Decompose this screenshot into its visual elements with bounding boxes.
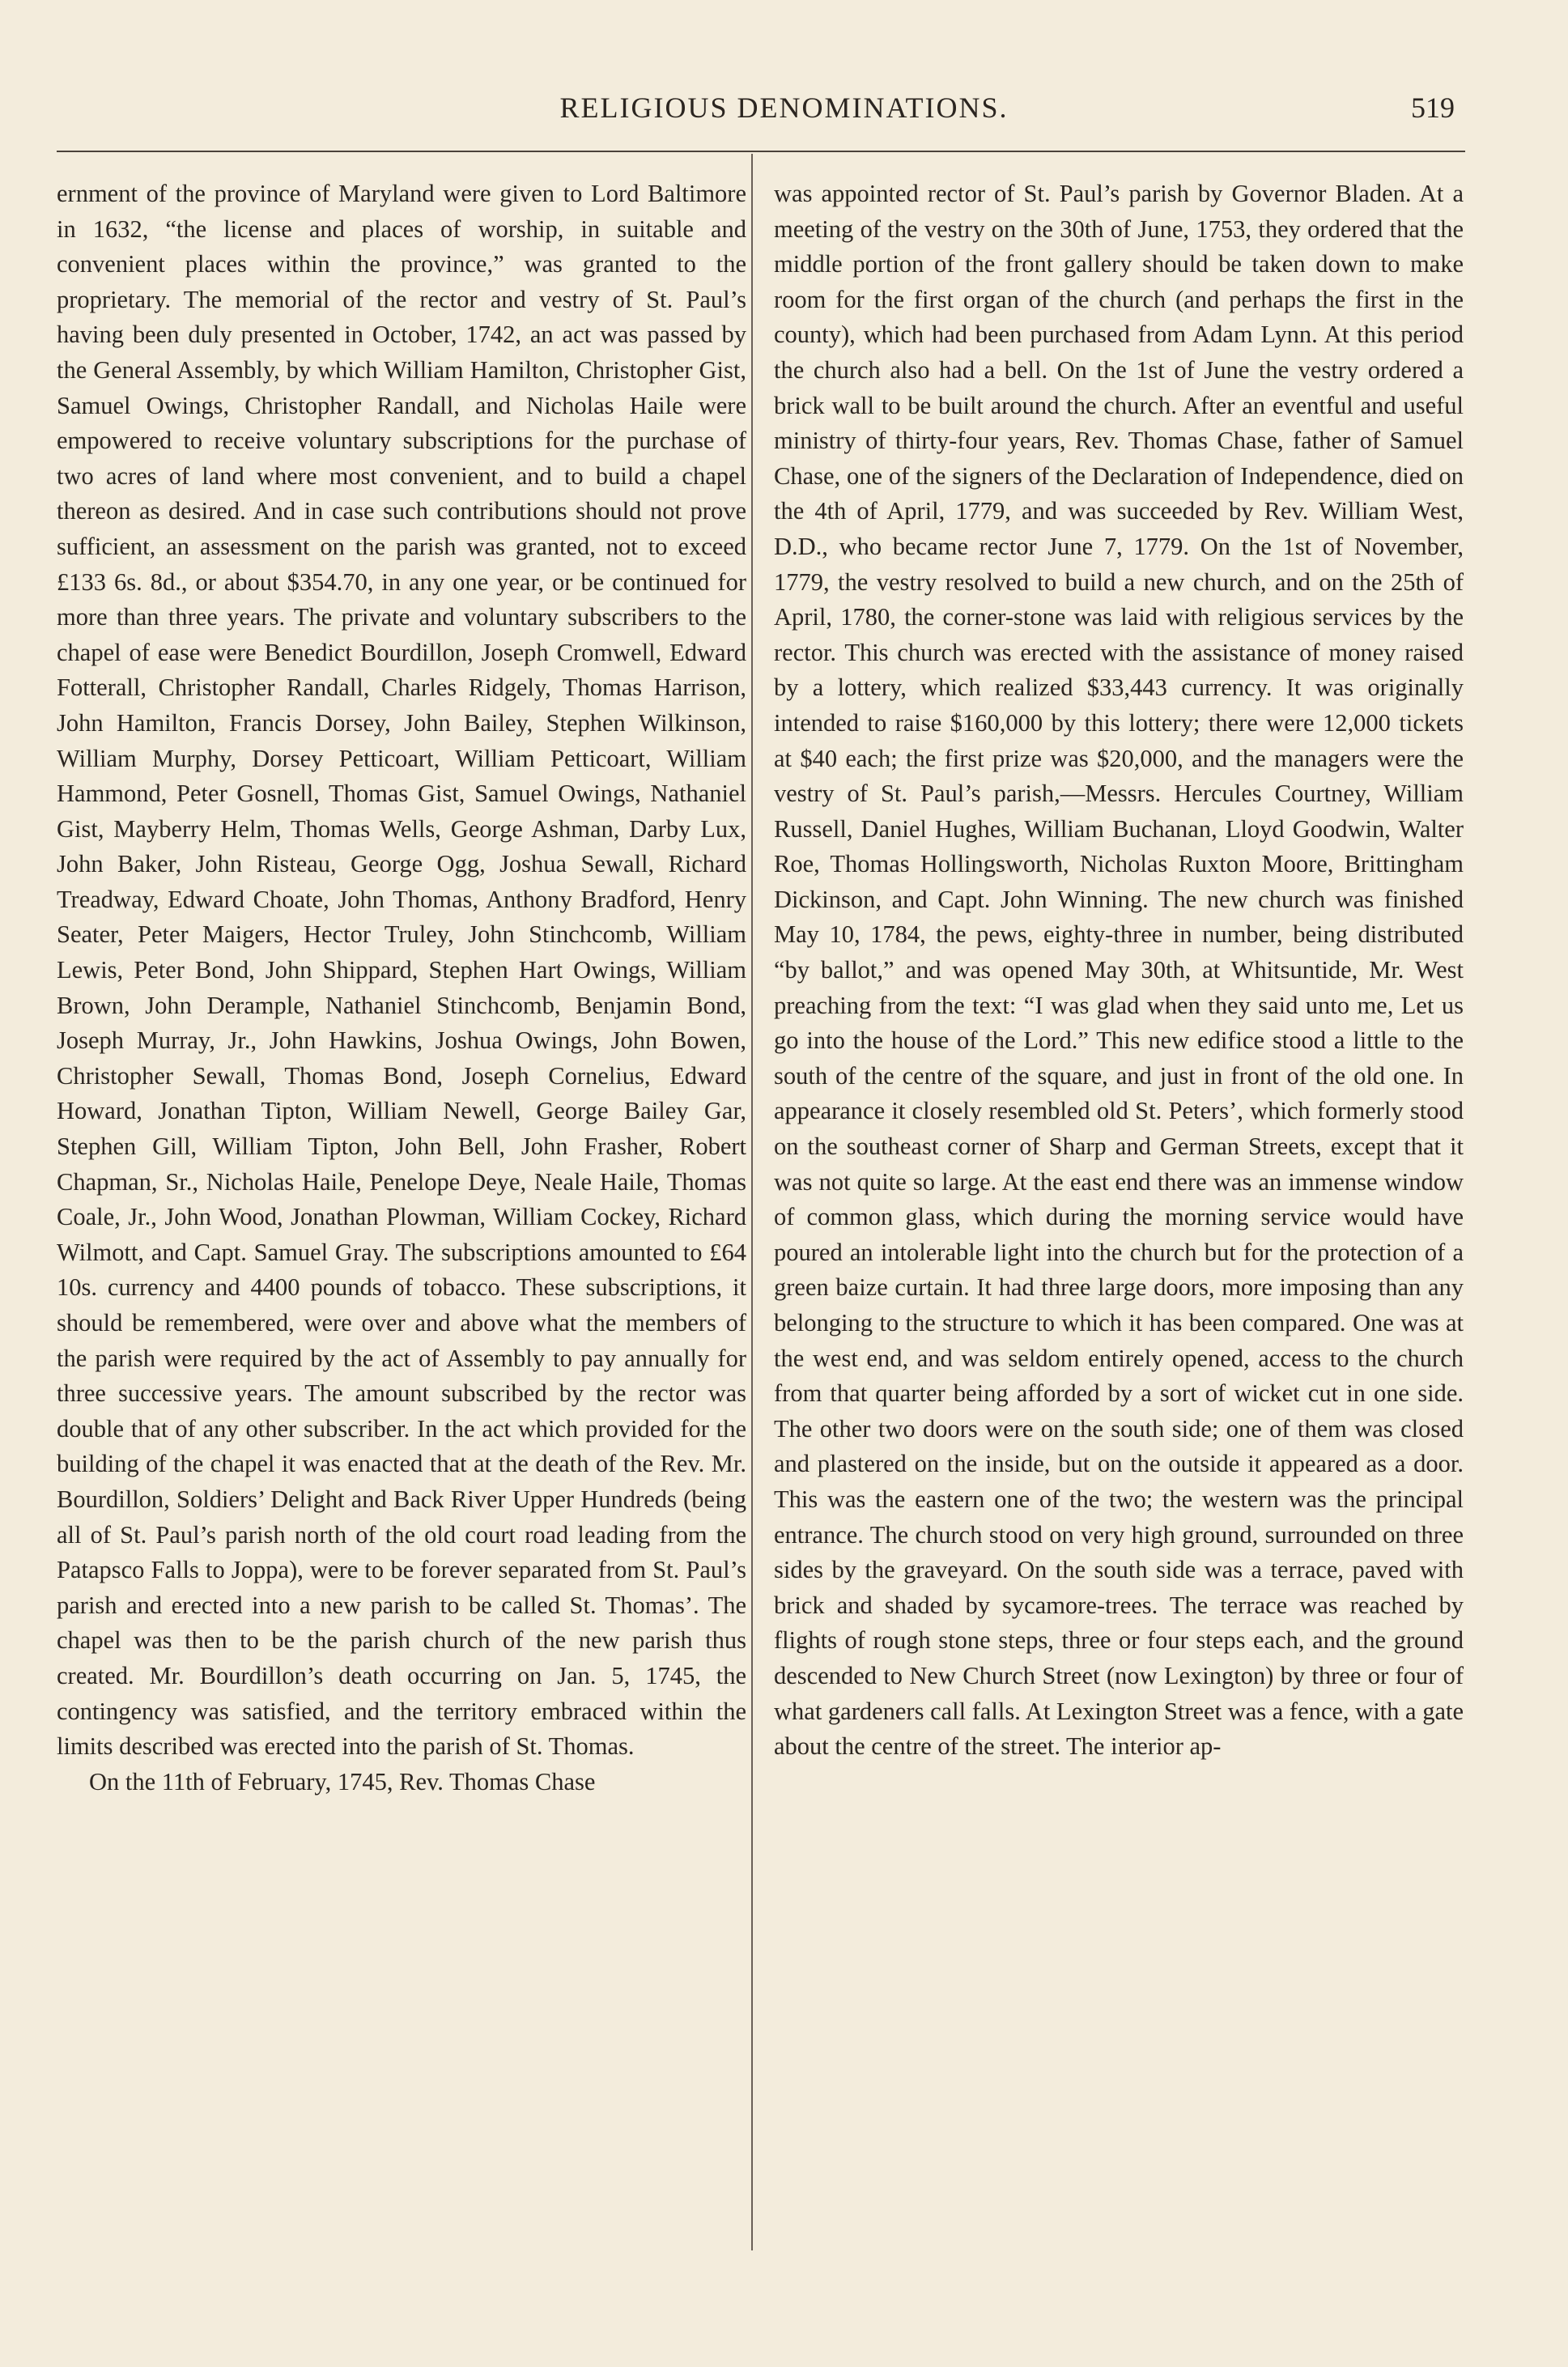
left-column — [57, 176, 746, 1800]
page-header — [0, 91, 1568, 131]
left-paragraph-2: On the 11th of February, 1745, Rev. Thomas Chase — [89, 1767, 596, 1795]
header-rule — [57, 151, 1465, 152]
column-divider — [751, 154, 753, 2250]
running-title: RELIGIOUS DENOMINATIONS. — [559, 91, 1009, 124]
left-paragraph-1: ernment of the province of Maryland were given to Lord Baltimore in 1632, “the license and places of worship, in suitable and convenient places within the province,” was granted to the proprietary. The memorial of the rector and vestry of St. Paul’s having been duly presented in October, 1742, an act was passed by the General Assembly, by which William Hamilton, Christopher Gist, Samuel Owings, Christopher Randall, and Nicholas Haile were empowered to receive voluntary subscriptions for the purchase of two acres of land where most convenient, and to build a chapel thereon as desired. And in case such contributions should not prove sufficient, an assessment on the parish was granted, not to exceed £133 6s. 8d., or about $354.70, in any one year, or be continued for more than three years. The private and voluntary subscribers to the chapel of ease were Benedict Bourdillon, Joseph Cromwell, Edward Fotterall, Christopher Randall, Charles Ridgely, Thomas Harrison, John Hamilton, Francis Dorsey, John Bailey, Stephen Wilkinson, William Murphy, Dorsey Petticoart, William Petticoart, William Hammond, Peter Gosnell, Thomas Gist, Samuel Owings, Nathaniel Gist, Mayberry Helm, Thomas Wells, George Ashman, Darby Lux, John Baker, John Risteau, George Ogg, Joshua Sewall, Richard Treadway, Edward Choate, John Thomas, Anthony Bradford, Henry Seater, Peter Maigers, Hector Truley, John Stinchcomb, William Lewis, Peter Bond, John Shippard, Stephen Hart Owings, William Brown, John Derample, Nathaniel Stinchcomb, Benjamin Bond, Joseph Murray, Jr., John Hawkins, Joshua Owings, John Bowen, Christopher Sewall, Thomas Bond, Joseph Cornelius, Edward Howard, Jonathan Tipton, William Newell, George Bailey Gar, Stephen Gill, William Tipton, John Bell, John Frasher, Robert Chapman, Sr., Nicholas Haile, Penelope Deye, Neale Haile, Thomas Coale, Jr., John Wood, Jonathan Plowman, William Cockey, Richard Wilmott, and Capt. Samuel Gray. The subscriptions amounted to £64 10s. currency and 4400 pounds of tobacco. These subscriptions, it should be remembered, were over and above what the members of the parish were required by the act of Assembly to pay annually for three successive years. The amount subscribed by the rector was double that of any other subscriber. In the act which provided for the building of the chapel it was enacted that at the death of the Rev. Mr. Bourdillon, Soldiers’ Delight and Back River Upper Hundreds (being all of St. Paul’s parish north of the old court road leading from the Patapsco Falls to Joppa), were to be forever separated from St. Paul’s parish and erected into a new parish to be called St. Thomas’. The chapel was then to be the parish church of the new parish thus created. Mr. Bourdillon’s death occurring on Jan. 5, 1745, the contingency was satisfied, and the territory embraced within the limits described was erected into the parish of St. Thomas. — [57, 180, 746, 1761]
right-paragraph-1: was appointed rector of St. Paul’s parish by Governor Bladen. At a meeting of the vestry on the 30th of June, 1753, they ordered that the middle portion of the front gallery should be taken down to make room for the first organ of the church (and perhaps the first in the county), which had been purchased from Adam Lynn. At this period the church also had a bell. On the 1st of June the vestry ordered a brick wall to be built around the church. After an eventful and useful ministry of thirty-four years, Rev. Thomas Chase, father of Samuel Chase, one of the signers of the Declaration of Independence, died on the 4th of April, 1779, and was succeeded by Rev. William West, D.D., who became rector June 7, 1779. On the 1st of November, 1779, the vestry resolved to build a new church, and on the 25th of April, 1780, the corner-stone was laid with religious services by the rector. This church was erected with the assistance of money raised by a lottery, which realized $33,443 currency. It was originally intended to raise $160,000 by this lottery; there were 12,000 tickets at $40 each; the first prize was $20,000, and the managers were the vestry of St. Paul’s parish,—Messrs. Hercules Courtney, William Russell, Daniel Hughes, William Buchanan, Lloyd Goodwin, Walter Roe, Thomas Hollingsworth, Nicholas Ruxton Moore, Brittingham Dickinson, and Capt. John Winning. The new church was finished May 10, 1784, the pews, eighty-three in number, being distributed “by ballot,” and was opened May 30th, at Whitsuntide, Mr. West preaching from the text: “I was glad when they said unto me, Let us go into the house of the Lord.” This new edifice stood a little to the south of the centre of the square, and just in front of the old one. In appearance it closely resembled old St. Peters’, which formerly stood on the southeast corner of Sharp and German Streets, except that it was not quite so large. At the east end there was an immense window of common glass, which during the morning service would have poured an intolerable light into the church but for the protection of a green baize curtain. It had three large doors, more imposing than any belonging to the structure to which it has been compared. One was at the west end, and was seldom entirely opened, access to the church from that quarter being afforded by a sort of wicket cut in one side. The other two doors were on the south side; one of them was closed and plastered on the inside, but on the outside it appeared as a door. This was the eastern one of the two; the western was the principal entrance. The church stood on very high ground, surrounded on three sides by the graveyard. On the south side was a terrace, paved with brick and shaded by sycamore-trees. The terrace was reached by flights of rough stone steps, three or four steps each, and the ground descended to New Church Street (now Lexington) by three or four of what gardeners call falls. At Lexington Street was a fence, with a gate about the centre of the street. The interior ap- — [774, 180, 1464, 1761]
right-column — [774, 176, 1464, 1765]
page-number: 519 — [1411, 91, 1455, 124]
